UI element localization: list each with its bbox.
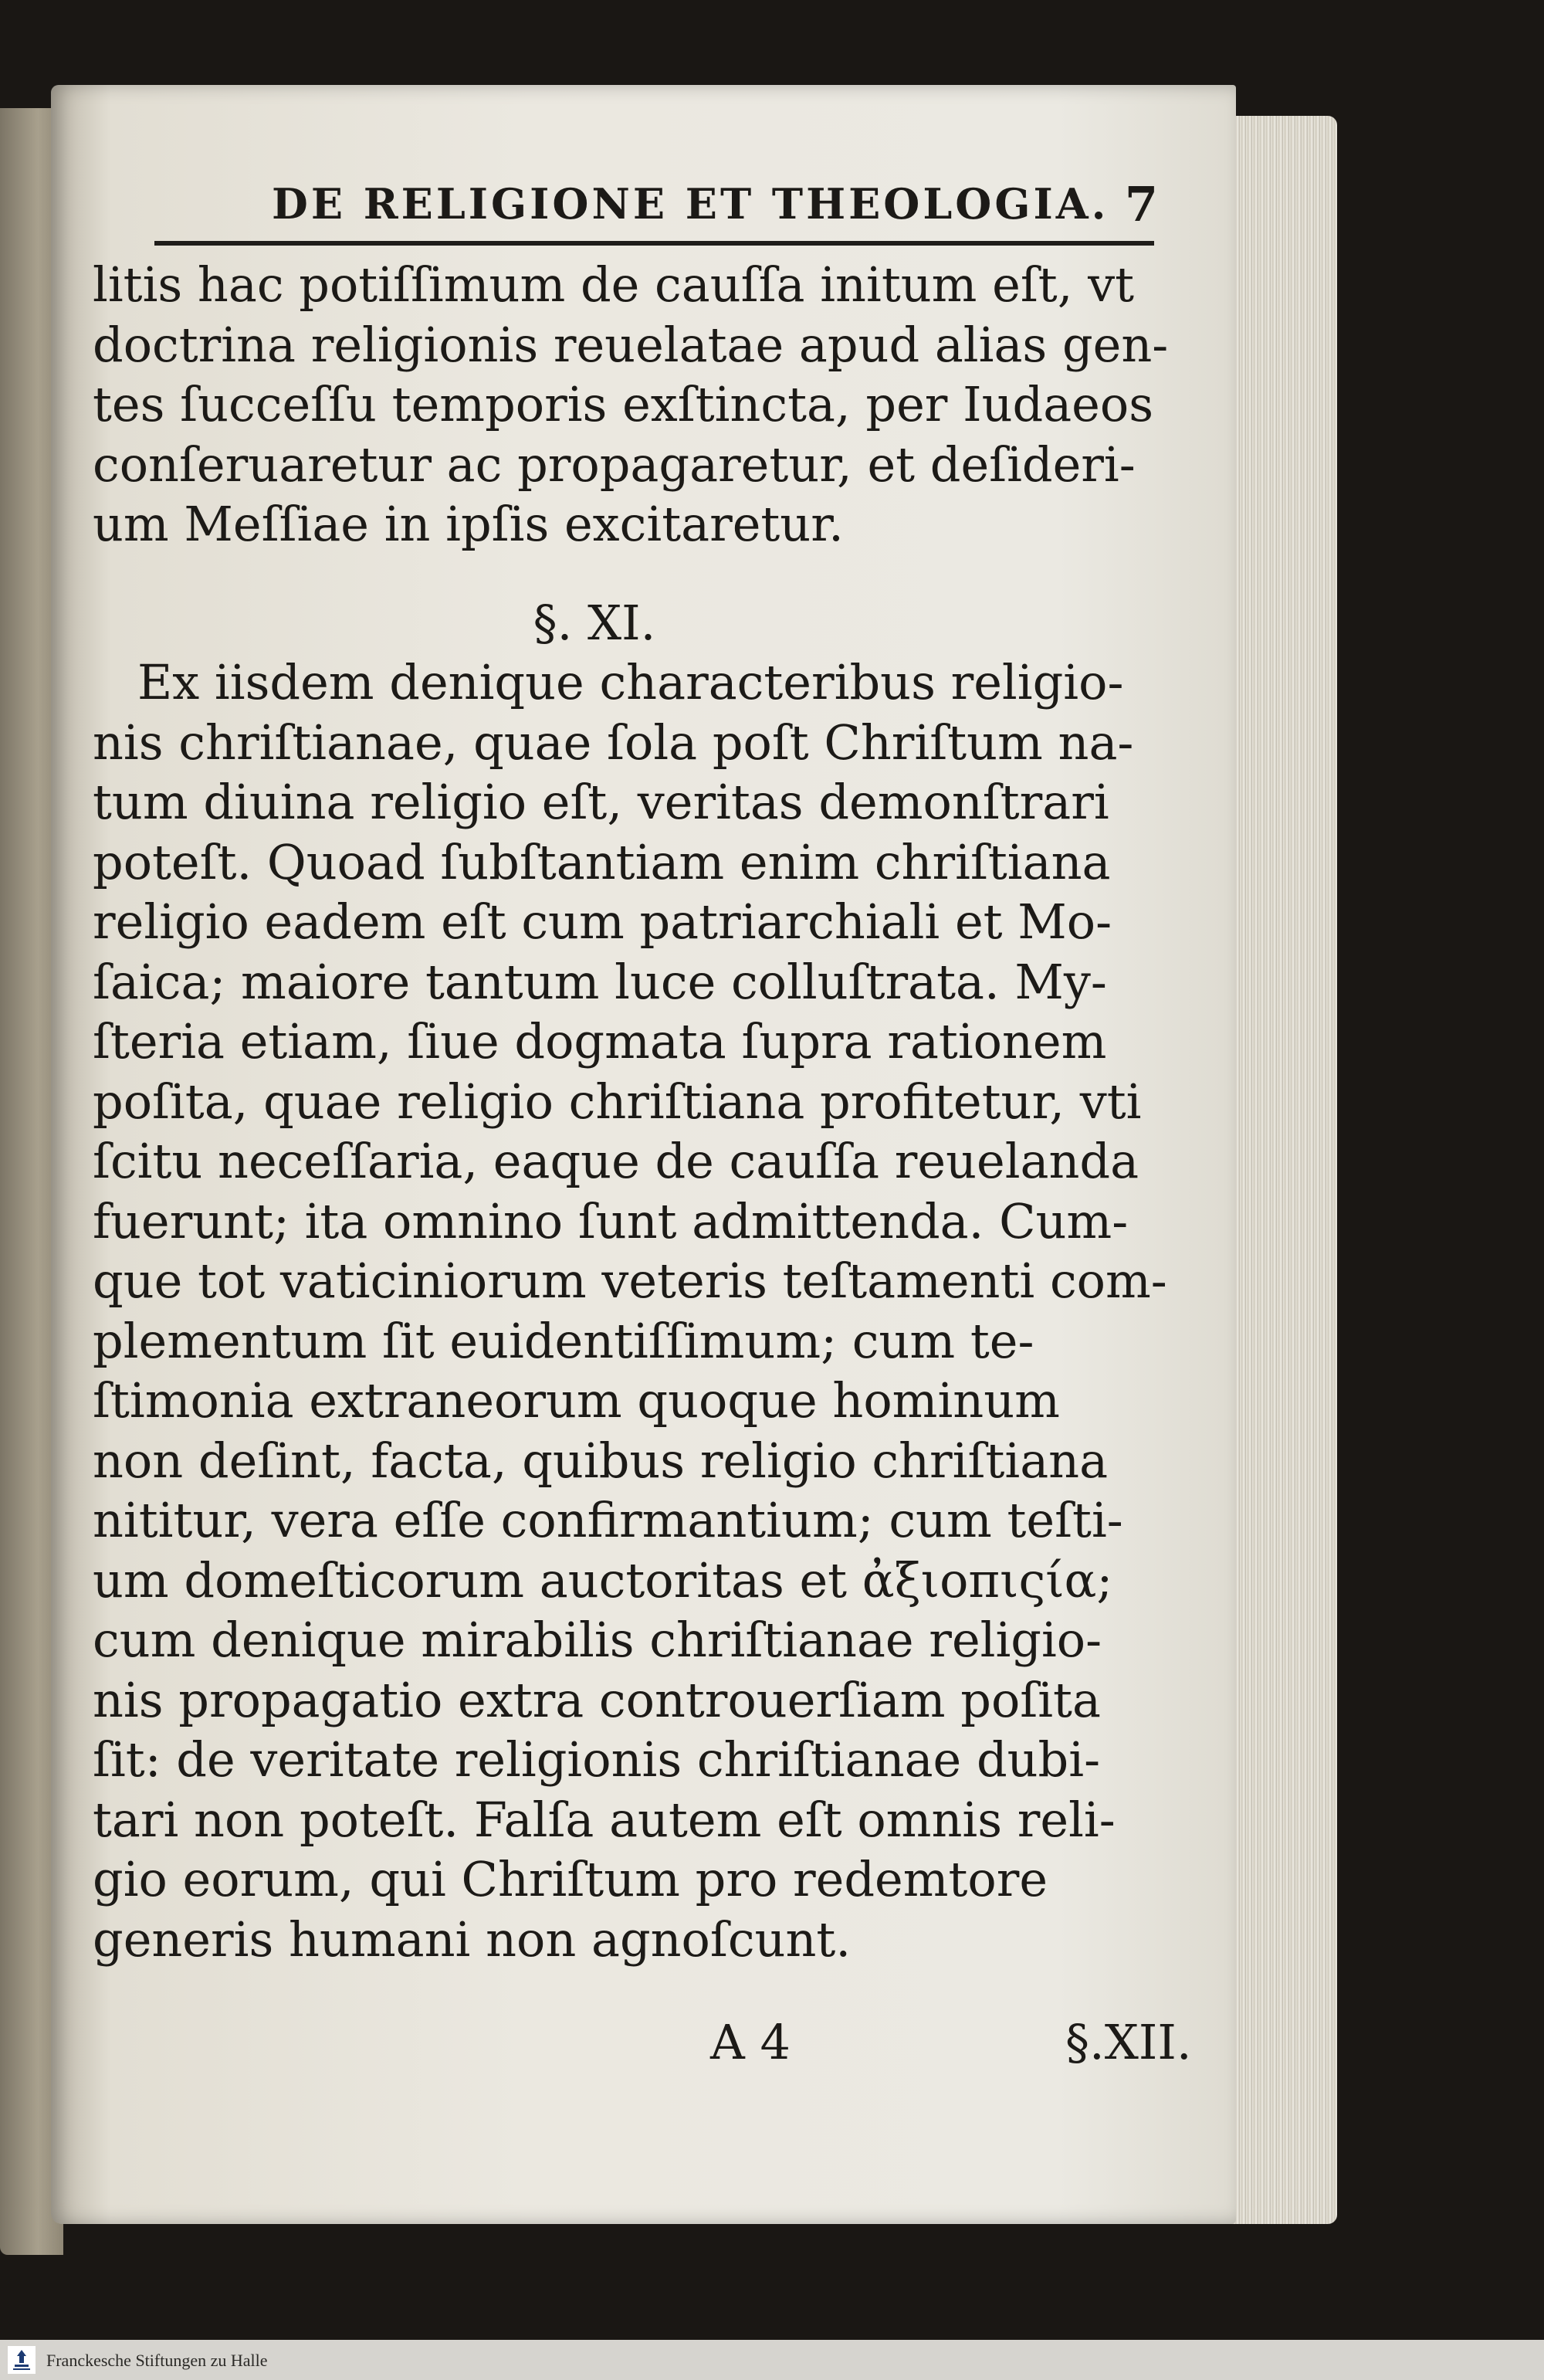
text-line: um Meſſiae in ipſis excitaretur. — [93, 496, 844, 552]
text-line: religio eadem eſt cum patriarchiali et Mo- — [93, 893, 1112, 950]
text-line: que tot vaticiniorum veteris teſtamenti com- — [93, 1253, 1167, 1309]
foundation-logo-icon — [8, 2346, 36, 2374]
credit-text: Franckesche Stiftungen zu Halle — [46, 2351, 268, 2370]
text-line: cum denique mirabilis chriſtianae religio- — [93, 1612, 1102, 1668]
page-footer — [0, 2014, 1544, 2083]
text-line: ſteria etiam, ſiue dogmata ſupra rationem — [93, 1013, 1107, 1070]
page-body — [93, 255, 1189, 1969]
page-number: 7 — [1124, 176, 1158, 232]
text-line: ſit: de veritate religionis chriſtianae dubi- — [93, 1731, 1101, 1788]
text-line: tum diuina religio eſt, veritas demonſtrari — [93, 774, 1109, 830]
text-line: plementum ſit euidentiſſimum; cum te- — [93, 1312, 1034, 1369]
text-line: nititur, vera eſſe confirmantium; cum teſti- — [93, 1492, 1123, 1548]
text-line: Ex iisdem denique characteribus religio- — [137, 654, 1124, 710]
text-line: tes ſucceſſu temporis exſtincta, per Iudaeos — [93, 376, 1154, 432]
text-line: doctrina religionis reuelatae apud alias gen- — [93, 316, 1169, 373]
page-block-edges — [1221, 116, 1337, 2224]
running-header — [185, 176, 1173, 232]
text-line: ſtimonia extraneorum quoque hominum — [93, 1372, 1060, 1429]
text-line: nis propagatio extra controuerſiam poſita — [93, 1671, 1101, 1728]
section-heading: §. XI. — [533, 594, 656, 651]
text-line: um domeſticorum auctoritas et ἀξιοπιςία; — [93, 1551, 1113, 1609]
credit-bar — [0, 2340, 1544, 2380]
text-line: gio eorum, qui Chriſtum pro redemtore — [93, 1851, 1048, 1907]
text-line: generis humani non agnoſcunt. — [93, 1910, 852, 1968]
text-line: conſeruaretur ac propagaretur, et deſideri- — [93, 436, 1136, 493]
catchword: §.XII. — [1065, 2014, 1192, 2070]
text-line: non deſint, facta, quibus religio chriſtiana — [93, 1432, 1109, 1489]
text-line: poſita, quae religio chriſtiana profitetur, vti — [93, 1073, 1142, 1130]
running-title: DE RELIGIONE ET THEOLOGIA. — [272, 179, 1109, 229]
text-line: fuerunt; ita omnino ſunt admittenda. Cum- — [93, 1192, 1129, 1249]
text-line: poteſt. Quoad ſubſtantiam enim chriſtiana — [93, 833, 1111, 890]
text-line: nis chriſtianae, quae ſola poſt Chriſtum na- — [93, 714, 1134, 771]
signature-mark: A 4 — [710, 2014, 791, 2070]
text-line: ſcitu neceſſaria, eaque de cauſſa reuelanda — [93, 1133, 1139, 1189]
text-line: litis hac potiſſimum de cauſſa initum eſt, vt — [93, 256, 1135, 313]
text-line: ſaica; maiore tantum luce colluſtrata. My- — [93, 953, 1107, 1010]
header-rule — [154, 241, 1154, 246]
text-line: tari non poteſt. Falſa autem eſt omnis reli- — [93, 1791, 1116, 1848]
